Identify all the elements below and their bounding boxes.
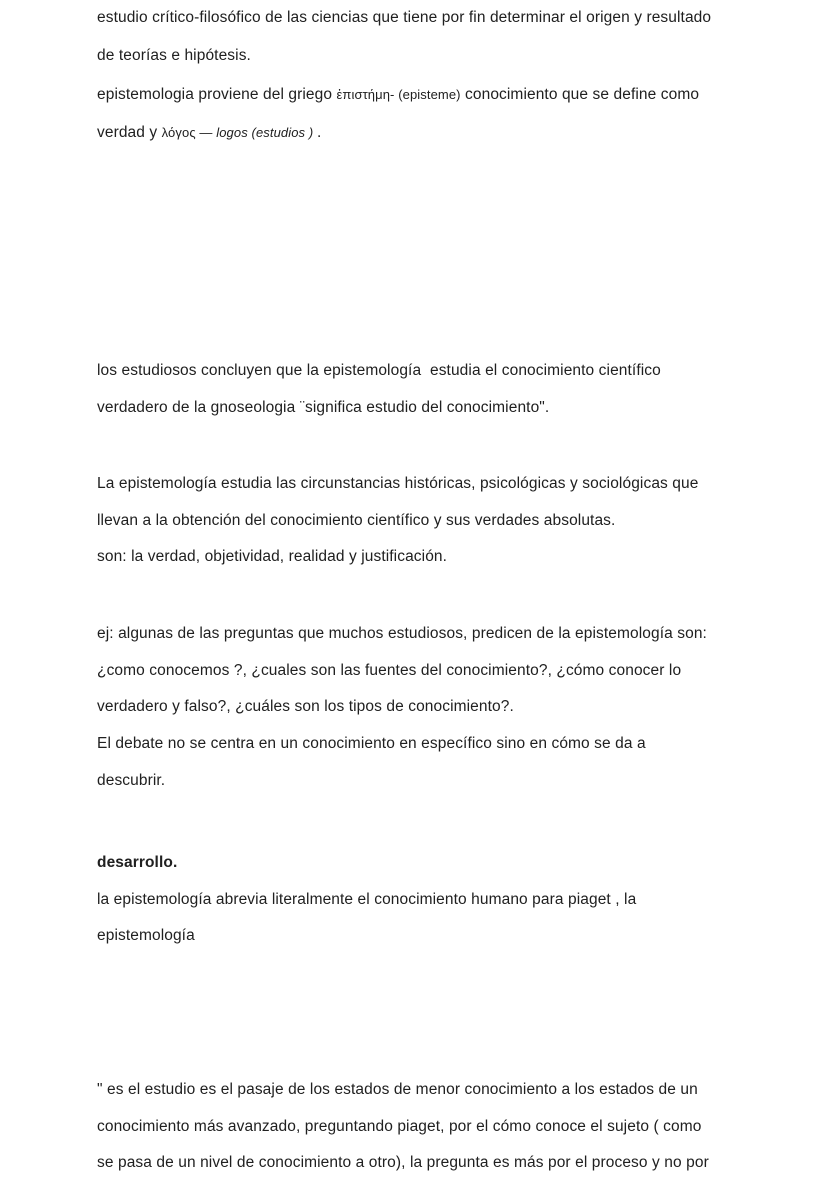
text-line: los estudiosos concluyen que la epistemología estudia el conocimiento científico: [97, 362, 661, 379]
text-line: verdadero de la gnoseologia ¨significa estudio del conocimiento".: [97, 398, 550, 416]
section-heading-desarrollo: desarrollo.: [97, 854, 178, 871]
text-line: se pasa de un nivel de conocimiento a otro), la pregunta es más por el proceso y no por: [97, 1154, 709, 1172]
text-line: conocimiento más avanzado, preguntando piaget, por el cómo conoce el sujeto ( como: [97, 1117, 702, 1135]
text-segment: verdad y: [97, 124, 162, 142]
text-line: La epistemología estudia las circunstancias históricas, psicológicas y sociológicas que: [97, 475, 699, 492]
text-line: estudio crítico-filosófico de las ciencias que tiene por fin determinar el origen y resultado: [97, 9, 712, 26]
text-line: llevan a la obtención del conocimiento científico y sus verdades absolutas.: [97, 511, 616, 529]
greek-term-episteme: ἐπιστήμη- (episteme): [336, 86, 461, 102]
paragraph-definicion-etimologia: [97, 0, 797, 153]
text-segment: .: [317, 124, 322, 142]
text-line: [97, 114, 797, 152]
text-line: [97, 76, 797, 114]
text-line: son: la verdad, objetividad, realidad y justificación.: [97, 548, 448, 566]
paragraph-circunstancias: [97, 466, 797, 576]
text-segment: conocimiento que se define como: [460, 85, 700, 103]
greek-term-logos: λόγος —: [161, 125, 217, 141]
text-line: " es el estudio es el pasaje de los estados de menor conocimiento a los estados de un: [97, 1081, 698, 1098]
text-line: epistemología: [97, 927, 195, 945]
paragraph-estudiosos: [97, 353, 797, 426]
text-line: ¿como conocemos ?, ¿cuales son las fuentes del conocimiento?, ¿cómo conocer lo: [97, 661, 682, 679]
text-line: descubrir.: [97, 771, 166, 789]
italic-segment-logos: logos (estudios ): [216, 125, 318, 141]
paragraph-preguntas: [97, 616, 797, 799]
paragraph-cita-piaget: [97, 1072, 797, 1182]
text-line: de teorías e hipótesis.: [97, 47, 251, 65]
text-line: la epistemología abrevia literalmente el conocimiento humano para piaget , la: [97, 890, 637, 908]
text-line: verdadero y falso?, ¿cuáles son los tipos de conocimiento?.: [97, 698, 514, 716]
paragraph-desarrollo: [97, 845, 797, 955]
text-line: El debate no se centra en un conocimiento en específico sino en cómo se da a: [97, 735, 646, 753]
text-segment: epistemologia proviene del griego: [97, 85, 337, 103]
text-line: ej: algunas de las preguntas que muchos estudiosos, predicen de la epistemología son:: [97, 625, 707, 642]
